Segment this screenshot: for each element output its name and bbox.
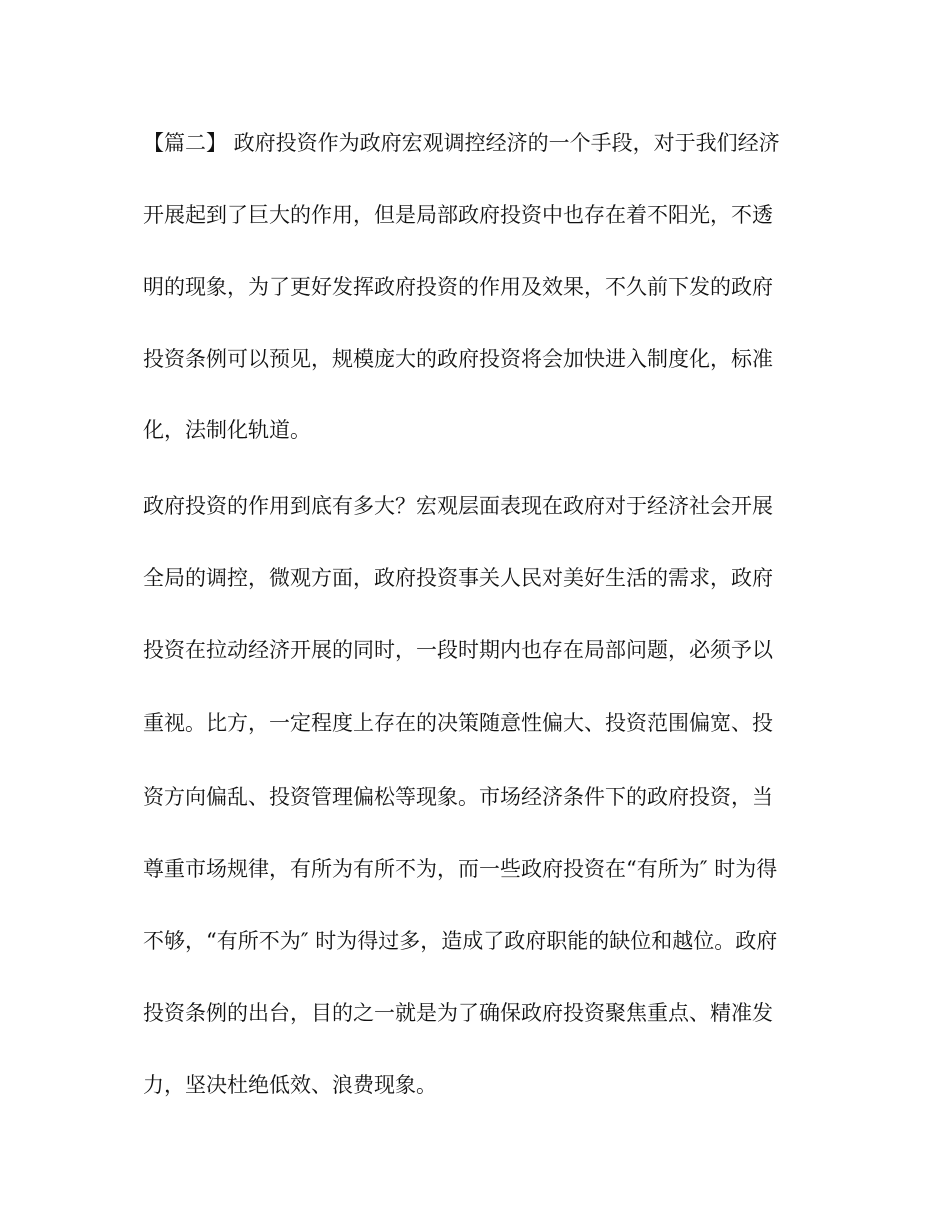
paragraph-2-line-1: 政府投资的作用到底有多大？宏观层面表现在政府对于经济社会开展 <box>143 494 773 518</box>
paragraph-2-line-9: 力，坚决杜绝低效、浪费现象。 <box>143 1073 437 1097</box>
paragraph-2-line-2: 全局的调控，微观方面，政府投资事关人民对美好生活的需求，政府 <box>143 566 773 590</box>
paragraph-2-line-8: 投资条例的出台，目的之一就是为了确保政府投资聚焦重点、精准发 <box>143 1001 773 1025</box>
paragraph-2-line-5: 资方向偏乱、投资管理偏松等现象。市场经济条件下的政府投资，当 <box>143 785 773 809</box>
paragraph-2-line-6: 尊重市场规律，有所为有所不为，而一些政府投资在“有所为″ 时为得 <box>143 857 778 881</box>
paragraph-1-line-3: 明的现象，为了更好发挥政府投资的作用及效果，不久前下发的政府 <box>143 275 773 299</box>
paragraph-1-line-2: 开展起到了巨大的作用，但是局部政府投资中也存在着不阳光，不透 <box>143 203 773 227</box>
paragraph-1-line-4: 投资条例可以预见，规模庞大的政府投资将会加快进入制度化，标准 <box>143 347 773 371</box>
paragraph-2-line-3: 投资在拉动经济开展的同时，一段时期内也存在局部问题，必须予以 <box>143 638 773 662</box>
paragraph-1-line-1: 【篇二】 政府投资作为政府宏观调控经济的一个手段，对于我们经济 <box>143 131 780 155</box>
paragraph-2-line-7: 不够，“有所不为″ 时为得过多，造成了政府职能的缺位和越位。政府 <box>143 929 778 953</box>
paragraph-2-line-4: 重视。比方，一定程度上存在的决策随意性偏大、投资范围偏宽、投 <box>143 711 773 735</box>
paragraph-1-line-5: 化，法制化轨道。 <box>143 418 311 442</box>
